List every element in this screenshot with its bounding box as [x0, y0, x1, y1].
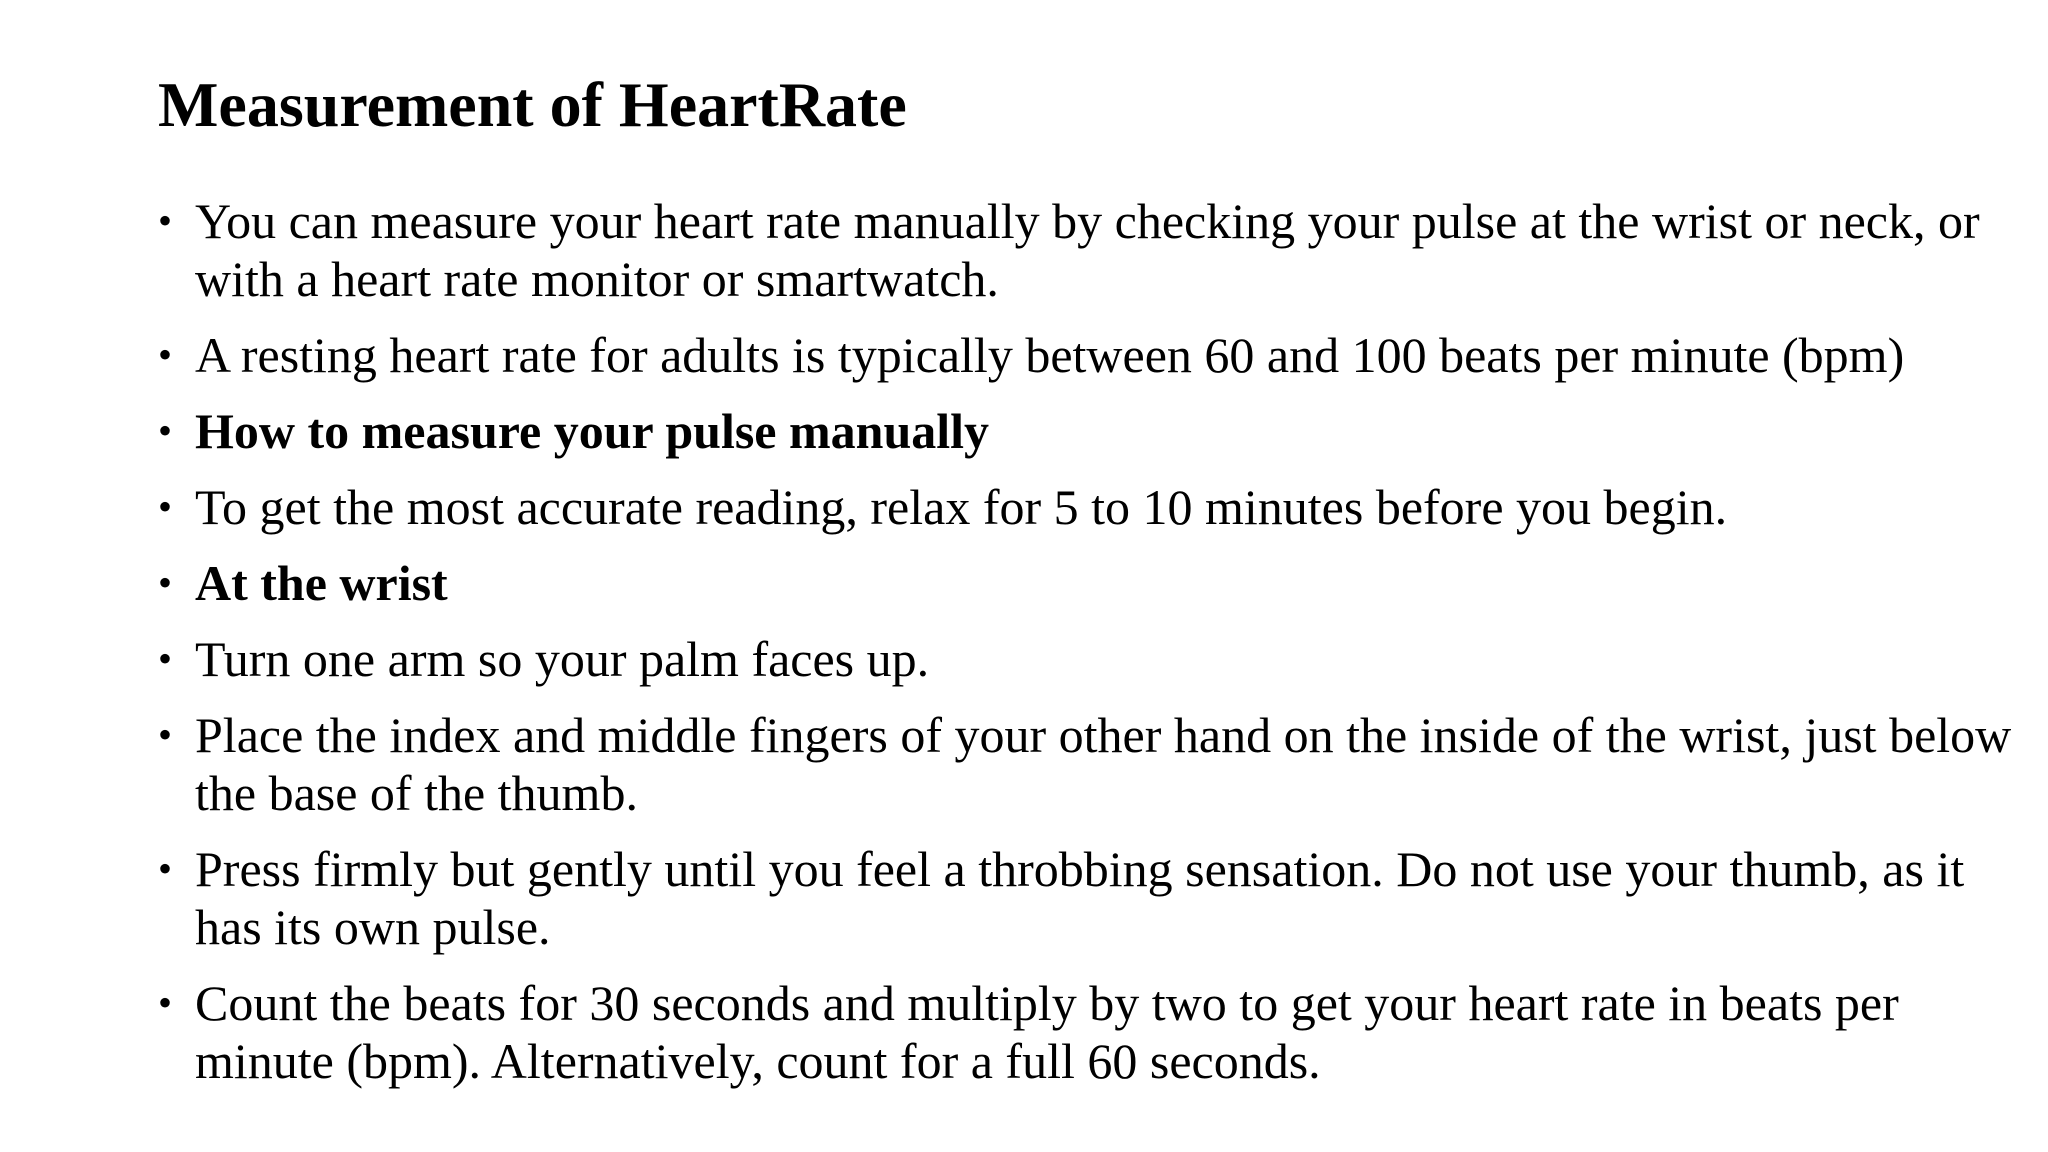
bullet-text: You can measure your heart rate manually by checking your pulse at the wrist or neck, or with a heart rate monitor or smartwatch. — [195, 193, 1980, 307]
list-item — [158, 706, 2018, 822]
list-item — [158, 326, 2018, 384]
list-item — [158, 192, 2018, 308]
list-item — [158, 478, 2018, 536]
bullet-icon: • — [158, 332, 173, 377]
list-item — [158, 630, 2018, 688]
bullet-heading: How to measure your pulse manually — [195, 403, 990, 459]
list-item — [158, 554, 2018, 612]
bullet-icon: • — [158, 560, 173, 605]
list-item — [158, 402, 2018, 460]
bullet-list — [158, 192, 2018, 1108]
bullet-text: A resting heart rate for adults is typically between 60 and 100 beats per minute (bpm) — [195, 327, 1905, 383]
list-item — [158, 840, 2018, 956]
slide-title: Measurement of HeartRate — [158, 69, 907, 140]
bullet-icon: • — [158, 408, 173, 453]
bullet-text: Place the index and middle fingers of your other hand on the inside of the wrist, just below the base of the thumb. — [195, 707, 2012, 821]
bullet-icon: • — [158, 636, 173, 681]
bullet-text: Count the beats for 30 seconds and multiply by two to get your heart rate in beats per minute (bpm). Alternatively, count for a full 60 seconds. — [195, 975, 1899, 1089]
bullet-text: Press firmly but gently until you feel a throbbing sensation. Do not use your thumb, as it has its own pulse. — [195, 841, 1965, 955]
bullet-icon: • — [158, 980, 173, 1025]
bullet-icon: • — [158, 846, 173, 891]
list-item — [158, 974, 2018, 1090]
bullet-icon: • — [158, 484, 173, 529]
bullet-icon: • — [158, 198, 173, 243]
bullet-heading: At the wrist — [195, 555, 448, 611]
bullet-icon: • — [158, 712, 173, 757]
bullet-text: To get the most accurate reading, relax for 5 to 10 minutes before you begin. — [195, 479, 1728, 535]
bullet-text: Turn one arm so your palm faces up. — [195, 631, 930, 687]
